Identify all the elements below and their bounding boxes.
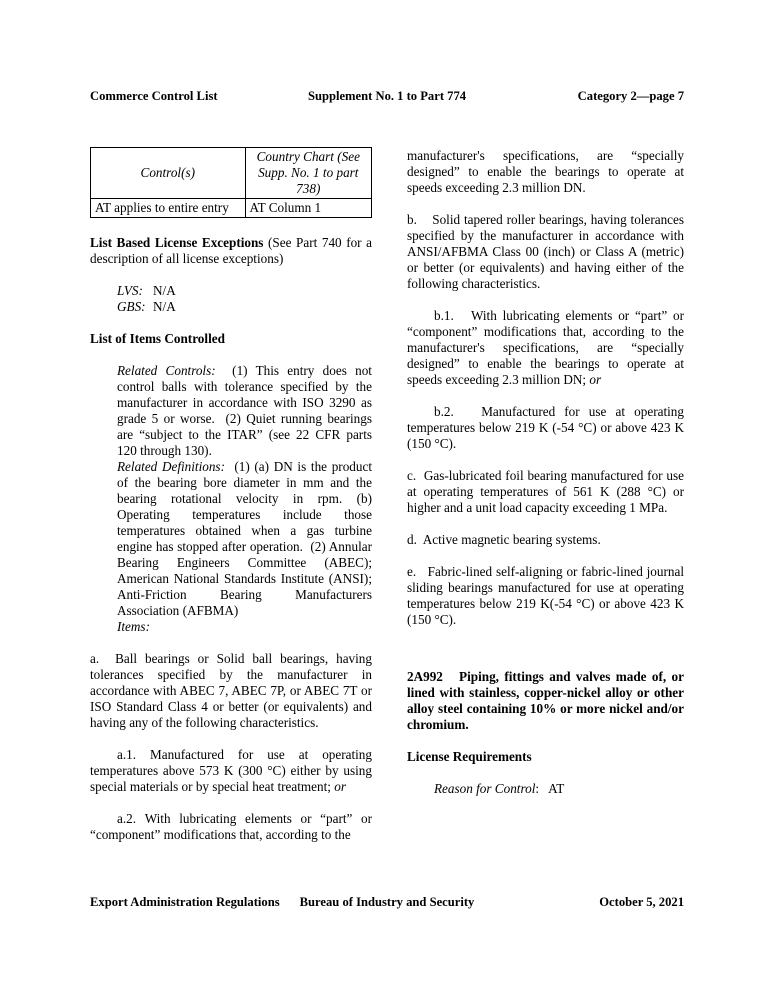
license-exception-lvs xyxy=(117,283,372,299)
reason-for-control-line: Reason for Control: AT xyxy=(434,781,565,796)
country-chart-cell: AT Column 1 xyxy=(245,199,371,218)
item-b-paragraph: b. Solid tapered roller bearings, having tolerances specified by the manufacturer in accordance with ANSI/AFBMA Class 00 (inch) or Class A (metric) or better (or equivalents) and having either of the following characteristics. xyxy=(407,212,684,291)
page-footer xyxy=(90,895,684,910)
exception-code: LVS: xyxy=(117,283,143,298)
item-b1-paragraph: b.1. With lubricating elements or “part” or “component” modifications that, according to the manufacturer's specifications, are “specially designed” to enable the bearings to operate at speeds exceeding 2.3 million DN; or xyxy=(407,308,684,387)
item-b2-paragraph: b.2. Manufactured for use at operating temperatures below 219 K (-54 °C) or above 423 K (150 °C). xyxy=(407,404,684,451)
exception-value: N/A xyxy=(153,283,176,298)
license-exceptions-list xyxy=(117,283,372,315)
control-cell: AT applies to entire entry xyxy=(91,199,246,218)
items-label: Items: xyxy=(117,619,150,634)
table-header-row xyxy=(91,148,372,199)
header-supplement-title: Supplement No. 1 to Part 774 xyxy=(307,89,467,103)
header-document-title: Commerce Control List xyxy=(90,89,218,103)
left-column xyxy=(90,147,372,859)
header-category-page: Category 2—page 7 xyxy=(577,89,684,103)
country-chart-column-header: Country Chart (See Supp. No. 1 to part 738) xyxy=(245,148,371,199)
table-row xyxy=(91,199,372,218)
related-definitions-paragraph: Related Definitions: (1) (a) DN is the product of the bearing bore diameter in mm and the bearing rotational velocity in rpm. (b) Operating temperatures include those temperatures obtained when a gas turbine engine has stopped after operation. (2) Annular Bearing Engineers Committee (ABEC); American National Standards Institute (ANSI); Anti-Friction Bearing Manufacturers Association (AFBMA) xyxy=(117,459,372,618)
list-based-license-exceptions-heading: List Based License Exceptions (See Part 740 for a description of all license exceptions) xyxy=(90,235,373,266)
item-a1-paragraph: a.1. Manufactured for use at operating temperatures above 573 K (300 °C) either by using special materials or by special heat treatment; or xyxy=(90,747,372,794)
exception-code: GBS: xyxy=(117,299,146,314)
item-a2-paragraph: a.2. With lubricating elements or “part” or “component” modifications that, according to the xyxy=(90,811,372,842)
related-controls-paragraph: Related Controls: (1) This entry does not control balls with tolerance specified by the manufacturer in accordance with ISO 3290 as grade 5 or worse. (2) Quiet running bearings are “subject to the ITAR” (see 22 CFR parts 120 through 130). xyxy=(117,363,372,458)
page-header xyxy=(90,89,684,104)
exception-value: N/A xyxy=(153,299,176,314)
footer-bureau-label: Bureau of Industry and Security xyxy=(299,895,475,909)
right-column xyxy=(407,148,684,813)
item-a2-continuation-paragraph: manufacturer's specifications, are “specially designed” to enable the bearings to operate at speeds exceeding 2.3 million DN. xyxy=(407,148,684,195)
eccn-2a992-heading: 2A992 Piping, fittings and valves made of, or lined with stainless, copper-nickel alloy or other alloy steel containing 10% or more nickel and/or chromium. xyxy=(407,669,684,732)
item-a-paragraph: a. Ball bearings or Solid ball bearings, having tolerances specified by the manufacturer in accordance with ABEC 7, ABEC 7P, or ABEC 7T or ISO Standard Class 4 or better (or equivalents) and having any of the following characteristics. xyxy=(90,651,372,730)
item-c-paragraph: c. Gas-lubricated foil bearing manufactured for use at operating temperatures of 561 K (288 °C) or higher and a unit load capacity exceeding 1 MPa. xyxy=(407,468,684,515)
list-of-items-controlled-heading: List of Items Controlled xyxy=(90,331,225,346)
related-info-block xyxy=(117,363,372,635)
item-d-paragraph: d. Active magnetic bearing systems. xyxy=(407,532,601,547)
item-e-paragraph: e. Fabric-lined self-aligning or fabric-lined journal sliding bearings manufactured for use at operating temperatures below 219 K(-54 °C) or above 423 K (150 °C). xyxy=(407,564,684,627)
license-exception-gbs xyxy=(117,299,372,315)
control-country-chart-table xyxy=(90,147,372,218)
controls-column-header: Control(s) xyxy=(91,148,246,199)
footer-date: October 5, 2021 xyxy=(599,895,684,909)
license-requirements-heading: License Requirements xyxy=(407,749,532,764)
footer-regulations-label: Export Administration Regulations xyxy=(90,895,280,909)
